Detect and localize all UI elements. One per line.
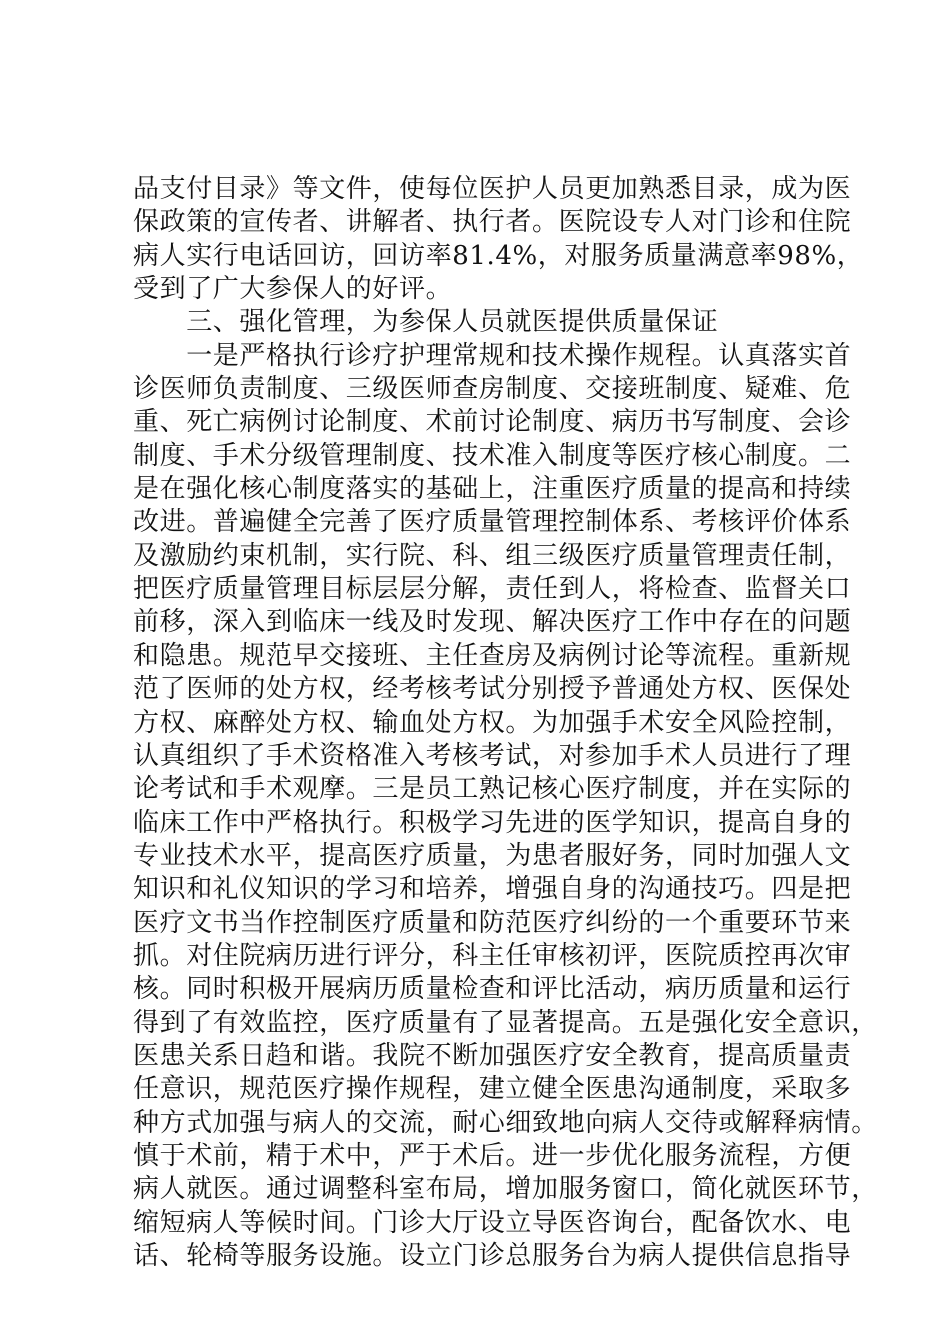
text-line: 核。同时积极开展病历质量检查和评比活动，病历质量和运行 [133,974,852,1005]
section-heading: 三、强化管理，为参保人员就医提供质量保证 [133,307,719,338]
text-line: 慎于术前，精于术中，严于术后。进一步优化服务流程，方便 [133,1140,852,1171]
text-line: 知识和礼仪知识的学习和培养，增强自身的沟通技巧。四是把 [133,874,852,905]
text-line: 及激励约束机制，实行院、科、组三级医疗质量管理责任制， [133,540,852,571]
text-line: 医患关系日趋和谐。我院不断加强医疗安全教育，提高质量责 [133,1040,852,1071]
text-line: 病人实行电话回访，回访率81.4%，对服务质量满意率98%， [133,240,864,271]
text-line: 论考试和手术观摩。三是员工熟记核心医疗制度，并在实际的 [133,774,852,805]
text-line: 专业技术水平，提高医疗质量，为患者服好务，同时加强人文 [133,840,852,871]
text-line: 是在强化核心制度落实的基础上，注重医疗质量的提高和持续 [133,474,852,505]
text-line: 把医疗质量管理目标层层分解，责任到人，将检查、监督关口 [133,574,852,605]
text-line: 和隐患。规范早交接班、主任查房及病例讨论等流程。重新规 [133,640,852,671]
text-line: 范了医师的处方权，经考核考试分别授予普通处方权、医保处 [133,674,852,705]
text-line: 得到了有效监控，医疗质量有了显著提高。五是强化安全意识， [133,1007,878,1038]
text-line: 前移，深入到临床一线及时发现、解决医疗工作中存在的问题 [133,607,852,638]
text-line: 病人就医。通过调整科室布局，增加服务窗口，简化就医环节， [133,1174,878,1205]
text-line: 改进。普遍健全完善了医疗质量管理控制体系、考核评价体系 [133,507,852,538]
text-line: 制度、手术分级管理制度、技术准入制度等医疗核心制度。二 [133,440,852,471]
text-line: 医疗文书当作控制医疗质量和防范医疗纠纷的一个重要环节来 [133,907,852,938]
text-line: 一是严格执行诊疗护理常规和技术操作规程。认真落实首 [133,340,852,371]
text-line: 缩短病人等候时间。门诊大厅设立导医咨询台，配备饮水、电 [133,1207,852,1238]
text-line: 任意识，规范医疗操作规程，建立健全医患沟通制度，采取多 [133,1074,852,1105]
text-line: 方权、麻醉处方权、输血处方权。为加强手术安全风险控制， [133,707,852,738]
text-line: 品支付目录》等文件，使每位医护人员更加熟悉目录，成为医 [133,174,852,204]
text-line: 重、死亡病例讨论制度、术前讨论制度、病历书写制度、会诊 [133,407,852,438]
text-line: 诊医师负责制度、三级医师查房制度、交接班制度、疑难、危 [133,374,852,405]
text-line: 认真组织了手术资格准入考核考试，对参加手术人员进行了理 [133,740,852,771]
text-line: 保政策的宣传者、讲解者、执行者。医院设专人对门诊和住院 [133,207,852,238]
text-line: 受到了广大参保人的好评。 [133,274,453,305]
text-line: 临床工作中严格执行。积极学习先进的医学知识，提高自身的 [133,807,852,838]
text-line: 抓。对住院病历进行评分，科主任审核初评，医院质控再次审 [133,940,852,971]
body-text [133,173,878,1273]
text-line: 种方式加强与病人的交流，耐心细致地向病人交待或解释病情。 [133,1107,878,1138]
text-line: 话、轮椅等服务设施。设立门诊总服务台为病人提供信息指导 [133,1241,852,1271]
